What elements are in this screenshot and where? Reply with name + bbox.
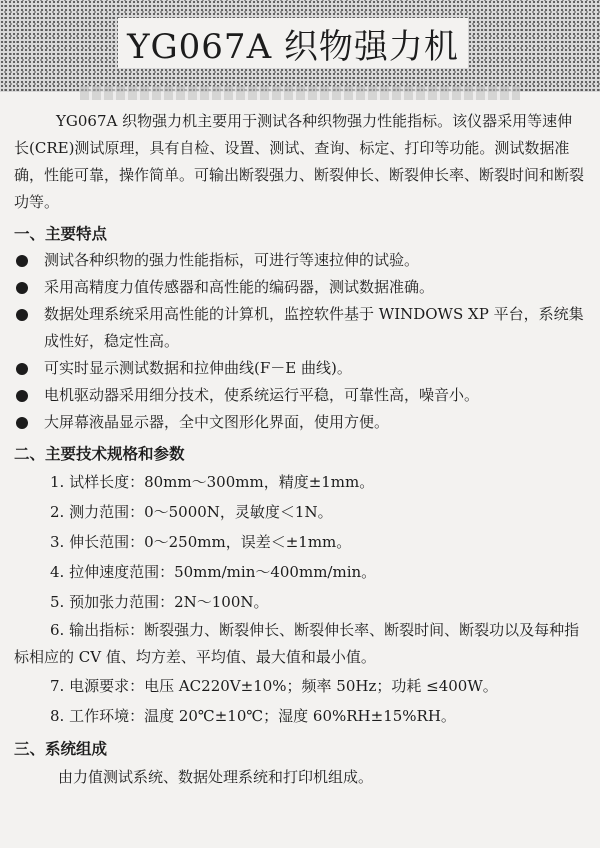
intro-paragraph: YG067A 织物强力机主要用于测试各种织物强力性能指标。该仪器采用等速伸长(CRE)测试原理，具有自检、设置、测试、查询、标定、打印等功能。测试数据准确，性能可靠，操作简单。可输出断裂强力、断裂伸长、断裂伸长率、断裂时间和断裂功等。 — [14, 112, 585, 211]
feature-item — [14, 274, 586, 301]
feature-text: 可实时显示测试数据和拉伸曲线(F－E 曲线)。 — [44, 359, 352, 377]
spec-item: 5. 预加张力范围：2N～100N。 — [50, 593, 269, 611]
specs-heading: 二、主要技术规格和参数 — [14, 445, 185, 463]
feature-text: 数据处理系统采用高性能的计算机，监控软件基于 WINDOWS XP 平台，系统集成性好，稳定性高。 — [44, 305, 584, 350]
bullet-icon — [16, 390, 28, 402]
spec-item: 4. 拉伸速度范围：50mm/min～400mm/min。 — [50, 563, 377, 581]
bullet-icon — [16, 417, 28, 429]
feature-text: 大屏幕液晶显示器，全中文图形化界面，使用方便。 — [44, 413, 390, 431]
feature-item — [14, 247, 586, 274]
bullet-icon — [16, 363, 28, 375]
feature-item — [14, 301, 586, 355]
feature-text: 测试各种织物的强力性能指标，可进行等速拉伸的试验。 — [44, 251, 420, 269]
feature-text: 电机驱动器采用细分技术，使系统运行平稳，可靠性高，噪音小。 — [44, 386, 480, 404]
spec-item: 8. 工作环境：温度 20℃±10℃；湿度 60%RH±15%RH。 — [50, 707, 456, 725]
spec-item: 1. 试样长度：80mm～300mm，精度±1mm。 — [50, 473, 375, 491]
composition-text: 由力值测试系统、数据处理系统和打印机组成。 — [58, 768, 374, 786]
feature-item — [14, 355, 586, 382]
feature-text: 采用高精度力值传感器和高性能的编码器，测试数据准确。 — [44, 278, 435, 296]
feature-item — [14, 382, 586, 409]
bullet-icon — [16, 282, 28, 294]
composition-heading: 三、系统组成 — [14, 740, 108, 758]
bullet-icon — [16, 309, 28, 321]
features-heading: 一、主要特点 — [14, 225, 108, 243]
bleed-through-text — [80, 86, 520, 100]
title-box — [118, 18, 468, 68]
spec-item: 3. 伸长范围：0～250mm，误差＜±1mm。 — [50, 533, 352, 551]
spec-item: 6. 输出指标：断裂强力、断裂伸长、断裂伸长率、断裂时间、断裂功以及每种指标相应的 CV 值、均方差、平均值、最大值和最小值。 — [14, 621, 580, 666]
feature-item — [14, 409, 586, 436]
document-body — [0, 108, 600, 792]
page-title: YG067A 织物强力机 — [127, 26, 459, 67]
bullet-icon — [16, 255, 28, 267]
title-banner — [0, 0, 600, 92]
spec-item: 7. 电源要求：电压 AC220V±10%；频率 50Hz；功耗 ≤400W。 — [50, 677, 498, 695]
spec-item: 2. 测力范围：0～5000N，灵敏度＜1N。 — [50, 503, 333, 521]
